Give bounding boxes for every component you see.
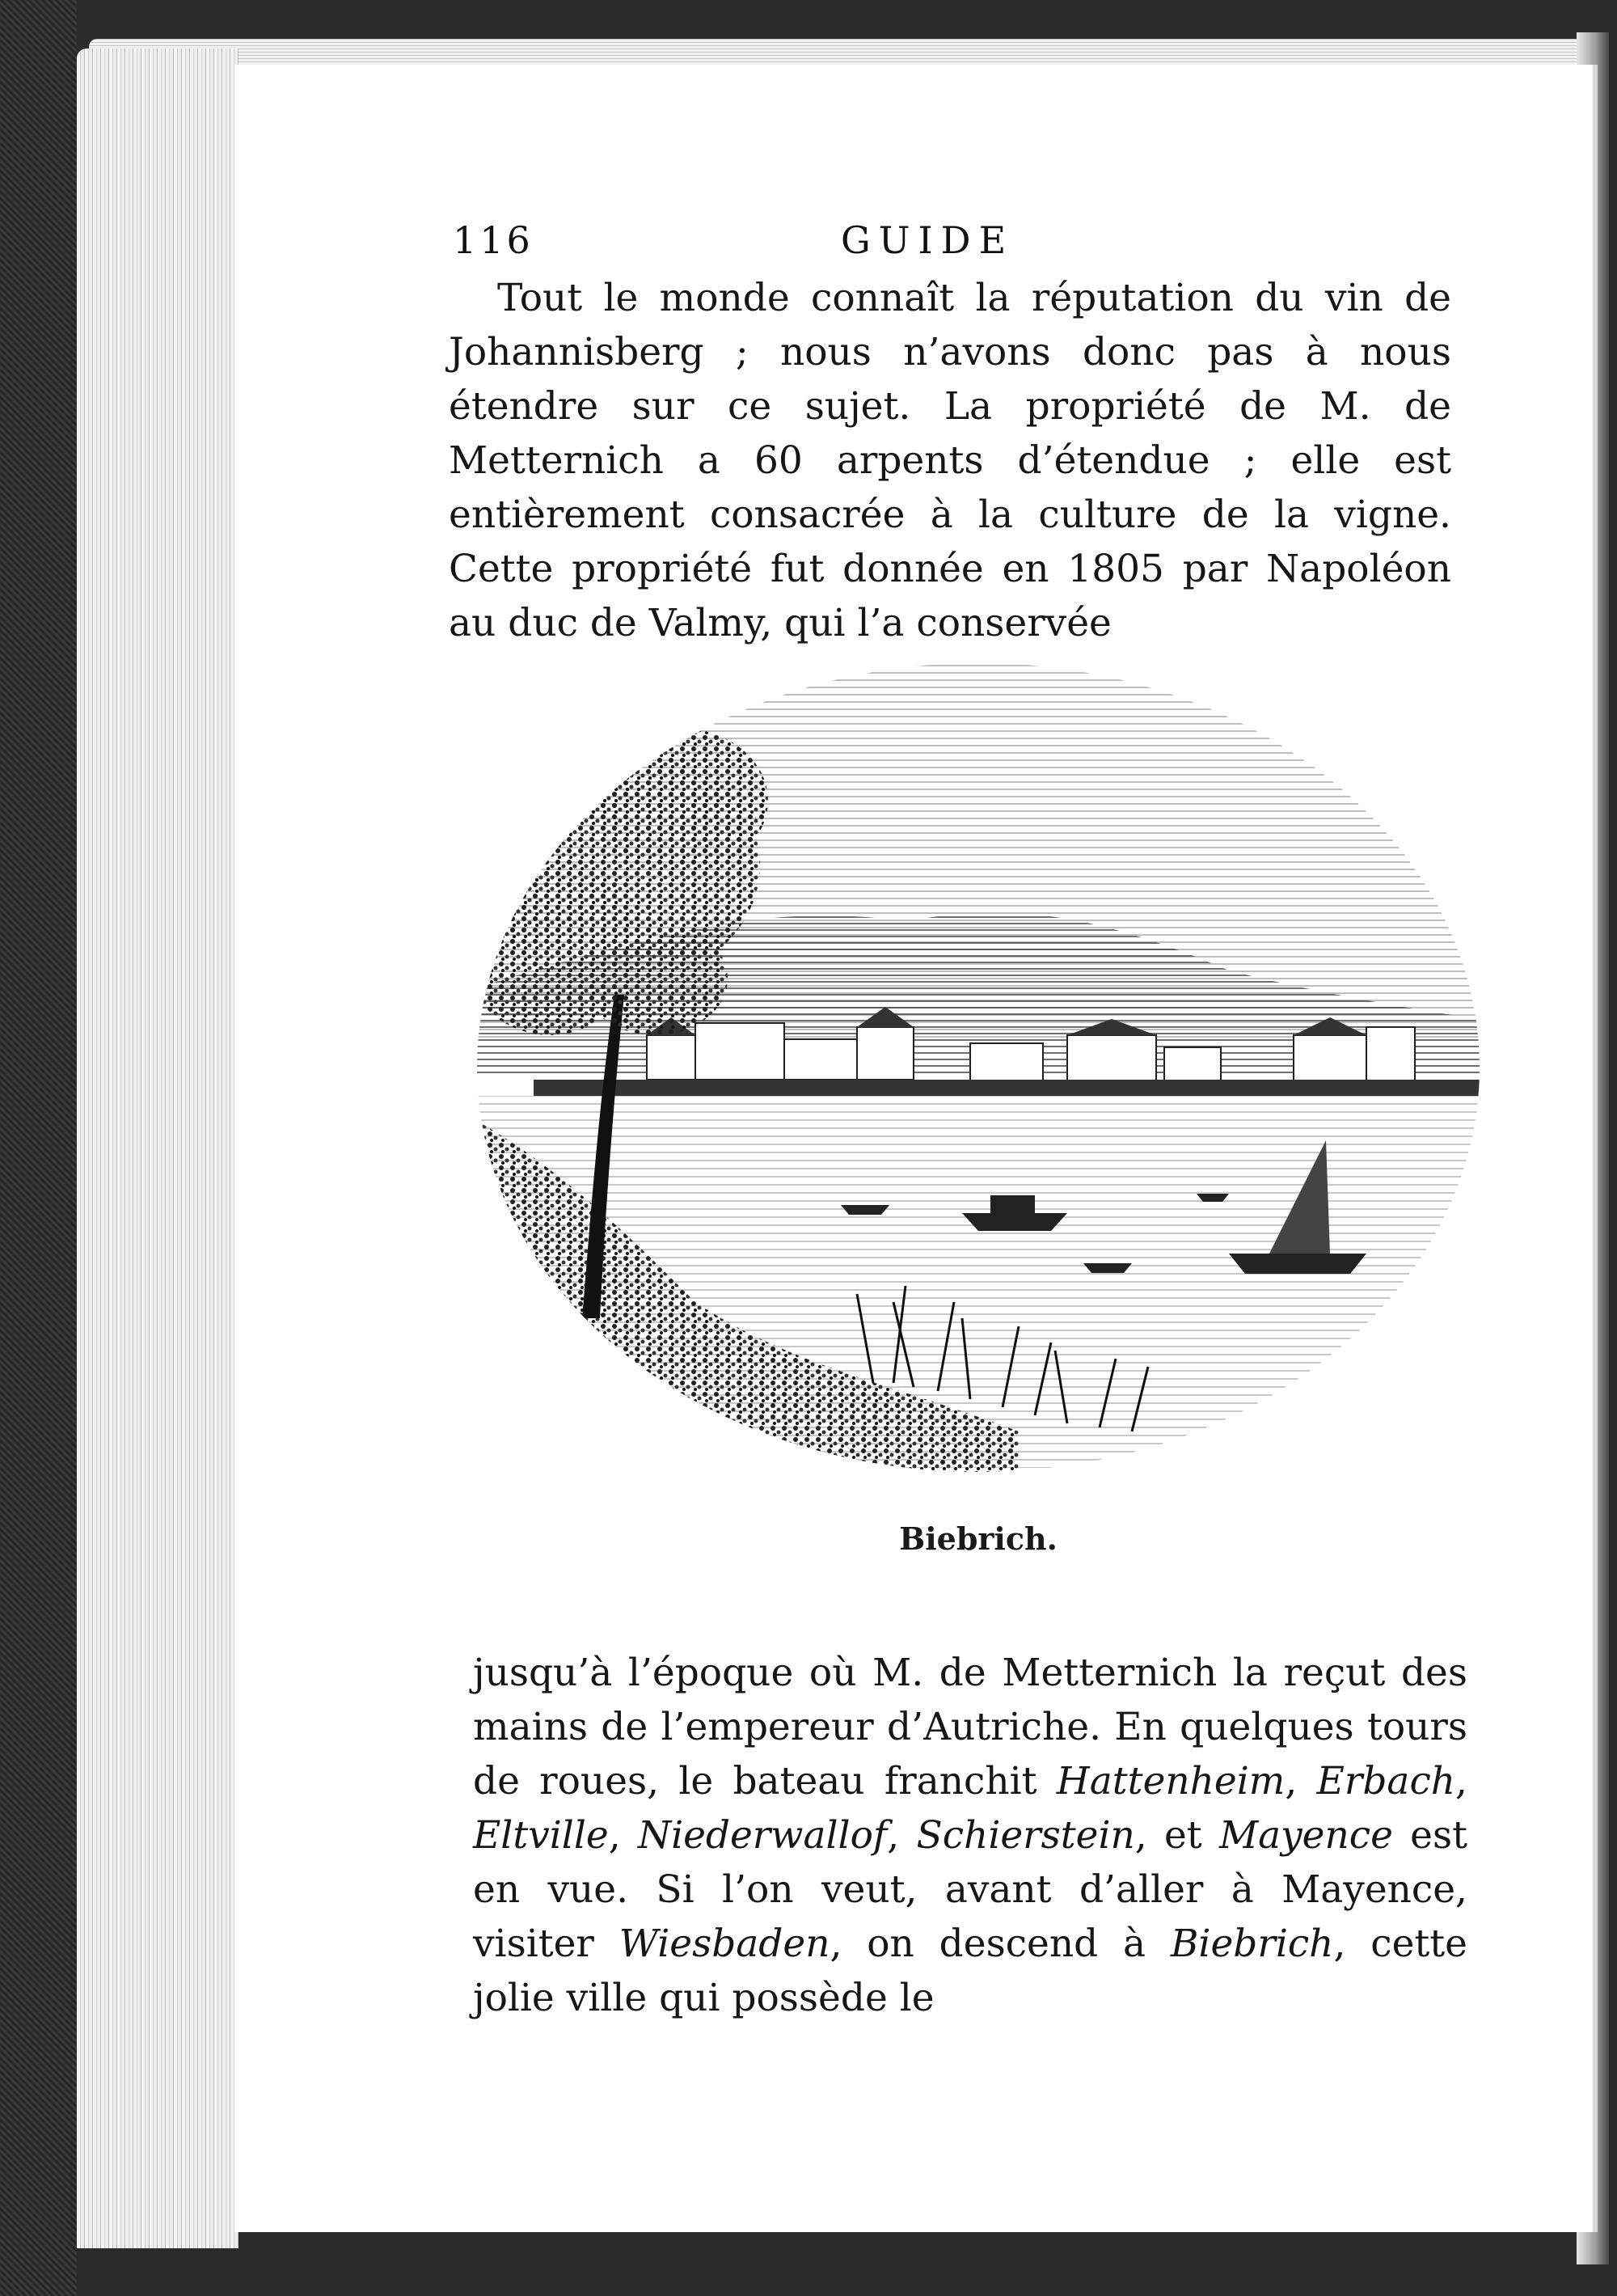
- place-biebrich: Biebrich: [1170, 1922, 1334, 1966]
- sep-2: ,: [1455, 1759, 1467, 1803]
- sep-3: ,: [608, 1813, 638, 1858]
- paragraph-bottom: [473, 1646, 1467, 2025]
- book-cover-cloth: [0, 0, 77, 2296]
- sep-1: ,: [1285, 1759, 1317, 1803]
- place-wiesbaden: Wiesbaden: [619, 1922, 830, 1966]
- place-mayence: Mayence: [1218, 1813, 1393, 1858]
- place-hattenheim: Hattenheim: [1056, 1759, 1286, 1803]
- place-schierstein: Schierstein: [916, 1813, 1135, 1858]
- running-head: [453, 218, 1455, 267]
- text-block-top: [449, 271, 1451, 650]
- running-head-title: GUIDE: [841, 218, 1015, 262]
- sep-4: ,: [887, 1813, 917, 1858]
- sep-5: , et: [1134, 1813, 1219, 1858]
- paragraph-top: Tout le monde connaît la réputation du vin de Johannisberg ; nous n’avons donc pas à nous étendre sur ce sujet. La propriété de M. de Metternich a 60 arpents d’étendue ; elle est entièrement consacrée à la culture de la vigne. Cette propriété fut donnée en 1805 par Napoléon au duc de Valmy, qui l’a conservée: [449, 276, 1451, 645]
- paragraph-bottom-part3: , on descend à: [830, 1922, 1171, 1966]
- paragraph-bottom-part1: jusqu’à l’époque où M. de Metternich la reçut des mains de l’empereur d’Autriche. En quelques tours de roues, le bateau franchit: [473, 1651, 1467, 1803]
- page-number: 116: [453, 218, 534, 262]
- place-erbach: Erbach: [1316, 1759, 1456, 1803]
- page-stack-edge: [77, 49, 239, 2248]
- paragraph-bottom-part4: , cette jolie ville qui possède le: [473, 1922, 1467, 2020]
- text-block-bottom: [473, 1646, 1467, 2025]
- place-niederwallof: Niederwallof: [637, 1813, 888, 1858]
- illustration-caption: Biebrich.: [899, 1520, 1058, 1557]
- paragraph-bottom-part2: est en vue. Si l’on veut, avant d’aller à Mayence, visiter: [473, 1813, 1467, 1966]
- place-eltville: Eltville: [473, 1813, 609, 1858]
- engraving-biebrich: [453, 655, 1480, 1504]
